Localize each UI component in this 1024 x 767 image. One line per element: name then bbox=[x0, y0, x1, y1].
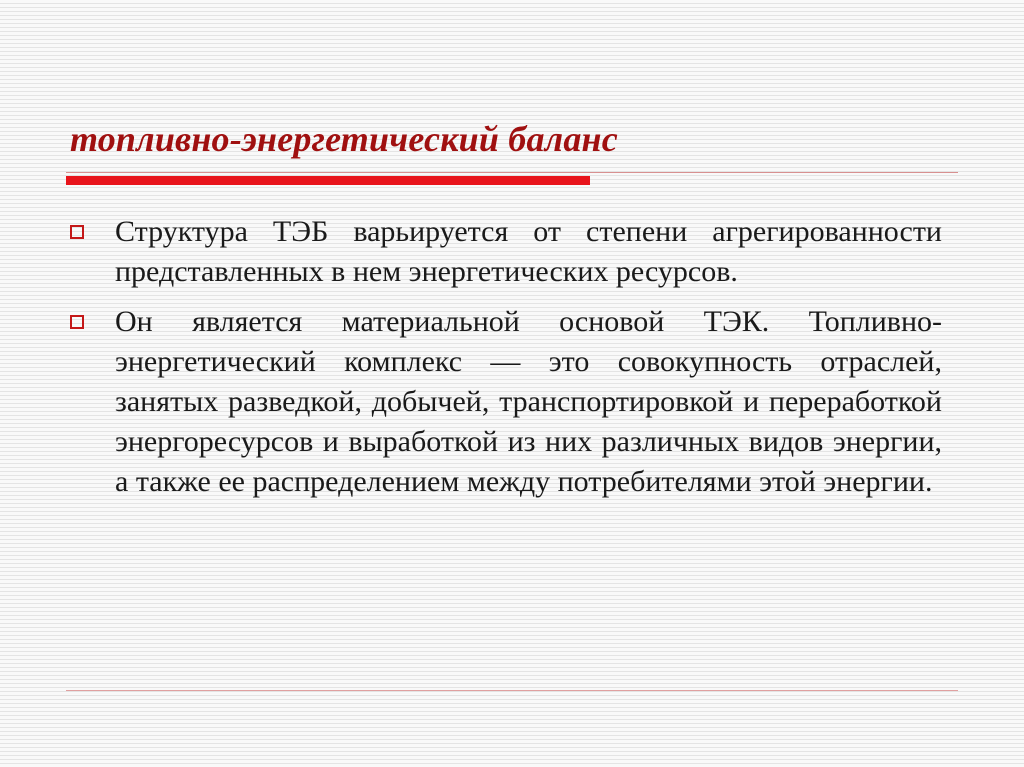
list-item bbox=[68, 212, 942, 292]
title-underline-accent bbox=[66, 176, 590, 185]
list-item bbox=[68, 302, 942, 502]
square-bullet-icon bbox=[70, 315, 84, 329]
slide-title: топливно-энергетический баланс bbox=[70, 119, 618, 159]
bullet-text: Он является материальной основой ТЭК. Топливно-энергетический комплекс — это совокупность отраслей, занятых разведкой, добычей, транспортировкой и переработкой энергоресурсов и выработкой из них различных видов энергии, а также ее распределением между потребителями этой энергии. bbox=[115, 305, 942, 498]
bullet-list bbox=[68, 212, 942, 512]
square-bullet-icon bbox=[70, 225, 84, 239]
bullet-text: Структура ТЭБ варьируется от степени агрегированности представленных в нем энергетических ресурсов. bbox=[115, 215, 942, 288]
title-underline-thin bbox=[66, 172, 958, 173]
footer-divider bbox=[66, 690, 958, 691]
